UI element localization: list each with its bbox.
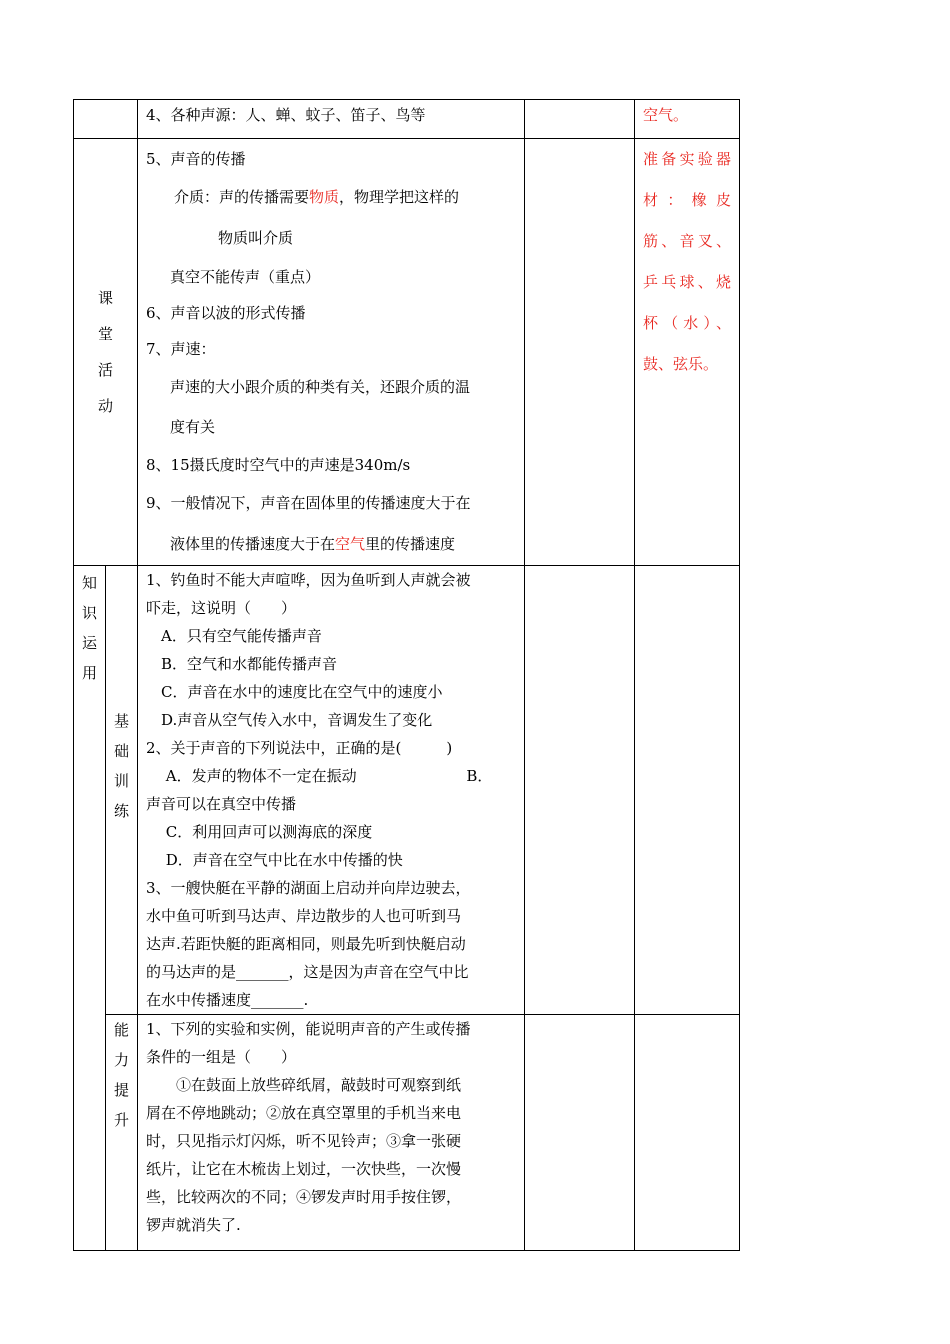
classroom-label-char: 堂 bbox=[97, 325, 113, 343]
sound-sources-line: 4、各种声源：人、蝉、蚊子、笛子、鸟等 bbox=[146, 106, 426, 124]
question-line: 达声.若距快艇的距离相同，则最先听到快艇启动 bbox=[146, 935, 466, 953]
medium-line bbox=[146, 177, 524, 217]
content-line: 9、一般情况下，声音在固体里的传播速度大于在 bbox=[146, 494, 471, 512]
row-ability-improvement bbox=[74, 1015, 740, 1251]
row-sound-sources bbox=[74, 100, 740, 139]
medium-text-a: 介质：声的传播需要 bbox=[174, 188, 310, 206]
speed-text-a: 液体里的传播速度大于在 bbox=[170, 535, 336, 553]
ability-label-char: 力 bbox=[113, 1051, 129, 1069]
content-line: 真空不能传声（重点） bbox=[170, 268, 321, 286]
content-line: 5、声音的传播 bbox=[146, 150, 246, 168]
equipment-note: 准备实验器 bbox=[643, 150, 731, 168]
classroom-label-cell bbox=[74, 139, 138, 566]
speed-line bbox=[146, 523, 524, 565]
equipment-note: 鼓、弦乐。 bbox=[643, 355, 719, 373]
ability-label-char: 升 bbox=[113, 1111, 129, 1129]
question-line: 2、关于声音的下列说法中，正确的是( ) bbox=[146, 739, 453, 757]
knowledge-label-char: 用 bbox=[81, 664, 97, 682]
knowledge-label-cell bbox=[74, 566, 106, 1251]
row-classroom-activity bbox=[74, 139, 740, 566]
question-line: 条件的一组是（ ） bbox=[146, 1048, 297, 1066]
medium-text-c: ，物理学把这样的 bbox=[339, 188, 460, 206]
content-line: 声速的大小跟介质的种类有关，还跟介质的温 bbox=[170, 378, 471, 396]
classroom-empty-cell bbox=[525, 139, 635, 566]
question-line: 锣声就消失了. bbox=[146, 1216, 241, 1234]
classroom-label-char: 活 bbox=[97, 361, 113, 379]
question-line: 声音可以在真空中传播 bbox=[146, 795, 297, 813]
classroom-label-char: 课 bbox=[97, 289, 113, 307]
row1-empty-cell bbox=[525, 100, 635, 139]
knowledge-label-char: 识 bbox=[81, 604, 97, 622]
ability-content-cell bbox=[138, 1015, 525, 1251]
basic-content-cell bbox=[138, 566, 525, 1015]
ability-empty-cell bbox=[525, 1015, 635, 1251]
equipment-note: 筋、音叉、 bbox=[643, 232, 731, 250]
basic-label-cell bbox=[106, 566, 138, 1015]
question-line: 的马达声的是_______，这是因为声音在空气中比 bbox=[146, 963, 469, 981]
basic-label-char: 础 bbox=[113, 742, 129, 760]
ability-label-char: 能 bbox=[113, 1021, 129, 1039]
row1-note: 空气。 bbox=[643, 106, 689, 124]
content-line: 物质叫介质 bbox=[218, 229, 294, 247]
knowledge-label-char: 运 bbox=[81, 634, 97, 652]
equipment-note: 乒乓球、烧 bbox=[643, 273, 731, 291]
knowledge-label-char: 知 bbox=[81, 574, 97, 592]
question-line: B．空气和水都能传播声音 bbox=[146, 655, 338, 673]
lesson-plan-table bbox=[73, 99, 740, 1251]
content-line: 8、15摄氏度时空气中的声速是340m/s bbox=[146, 456, 411, 474]
question-line: 些，比较两次的不同；④锣发声时用手按住锣， bbox=[146, 1188, 462, 1206]
row1-note-cell bbox=[635, 100, 740, 139]
question-line: 1、下列的实验和实例，能说明声音的产生或传播 bbox=[146, 1020, 471, 1038]
question-line: A．只有空气能传播声音 bbox=[146, 627, 322, 645]
question-line: 水中鱼可听到马达声、岸边散步的人也可听到马 bbox=[146, 907, 462, 925]
basic-label-char: 基 bbox=[113, 712, 129, 730]
content-line: 7、声速： bbox=[146, 340, 216, 358]
row1-label-cell bbox=[74, 100, 138, 139]
equipment-note: 材：橡皮 bbox=[643, 191, 731, 209]
question-line: C．利用回声可以测海底的深度 bbox=[146, 823, 373, 841]
question-line: 1、钓鱼时不能大声喧哗，因为鱼听到人声就会被 bbox=[146, 571, 471, 589]
content-line: 6、声音以波的形式传播 bbox=[146, 304, 306, 322]
question-line: 吓走，这说明（ ） bbox=[146, 599, 297, 617]
speed-highlight: 空气 bbox=[335, 535, 366, 553]
classroom-content-cell bbox=[138, 139, 525, 566]
question-line: 3、一艘快艇在平静的湖面上启动并向岸边驶去， bbox=[146, 879, 471, 897]
question-line: A．发声的物体不一定在振动 B． bbox=[146, 767, 493, 785]
row-basic-training bbox=[74, 566, 740, 1015]
classroom-label-char: 动 bbox=[97, 397, 113, 415]
basic-label-char: 训 bbox=[113, 772, 129, 790]
question-line: 纸片，让它在木梳齿上划过，一次快些，一次慢 bbox=[146, 1160, 462, 1178]
classroom-note-cell bbox=[635, 139, 740, 566]
basic-empty-cell bbox=[525, 566, 635, 1015]
speed-text-c: 里的传播速度 bbox=[365, 535, 456, 553]
question-line: C．声音在水中的速度比在空气中的速度小 bbox=[146, 683, 443, 701]
ability-note-cell bbox=[635, 1015, 740, 1251]
question-line: 在水中传播速度_______. bbox=[146, 991, 309, 1009]
basic-label-char: 练 bbox=[113, 802, 129, 820]
question-line: 屑在不停地跳动；②放在真空罩里的手机当来电 bbox=[146, 1104, 462, 1122]
question-line: 时，只见指示灯闪烁，听不见铃声；③拿一张硬 bbox=[146, 1132, 462, 1150]
basic-note-cell bbox=[635, 566, 740, 1015]
question-line: ①在鼓面上放些碎纸屑，敲鼓时可观察到纸 bbox=[146, 1076, 462, 1094]
ability-label-cell bbox=[106, 1015, 138, 1251]
row1-content-cell bbox=[138, 100, 525, 139]
medium-highlight: 物质 bbox=[309, 188, 340, 206]
equipment-note: 杯（水）、 bbox=[643, 314, 731, 332]
content-line: 度有关 bbox=[170, 418, 216, 436]
question-line: D.声音从空气传入水中，音调发生了变化 bbox=[146, 711, 433, 729]
ability-label-char: 提 bbox=[113, 1081, 129, 1099]
question-line: D．声音在空气中比在水中传播的快 bbox=[146, 851, 403, 869]
